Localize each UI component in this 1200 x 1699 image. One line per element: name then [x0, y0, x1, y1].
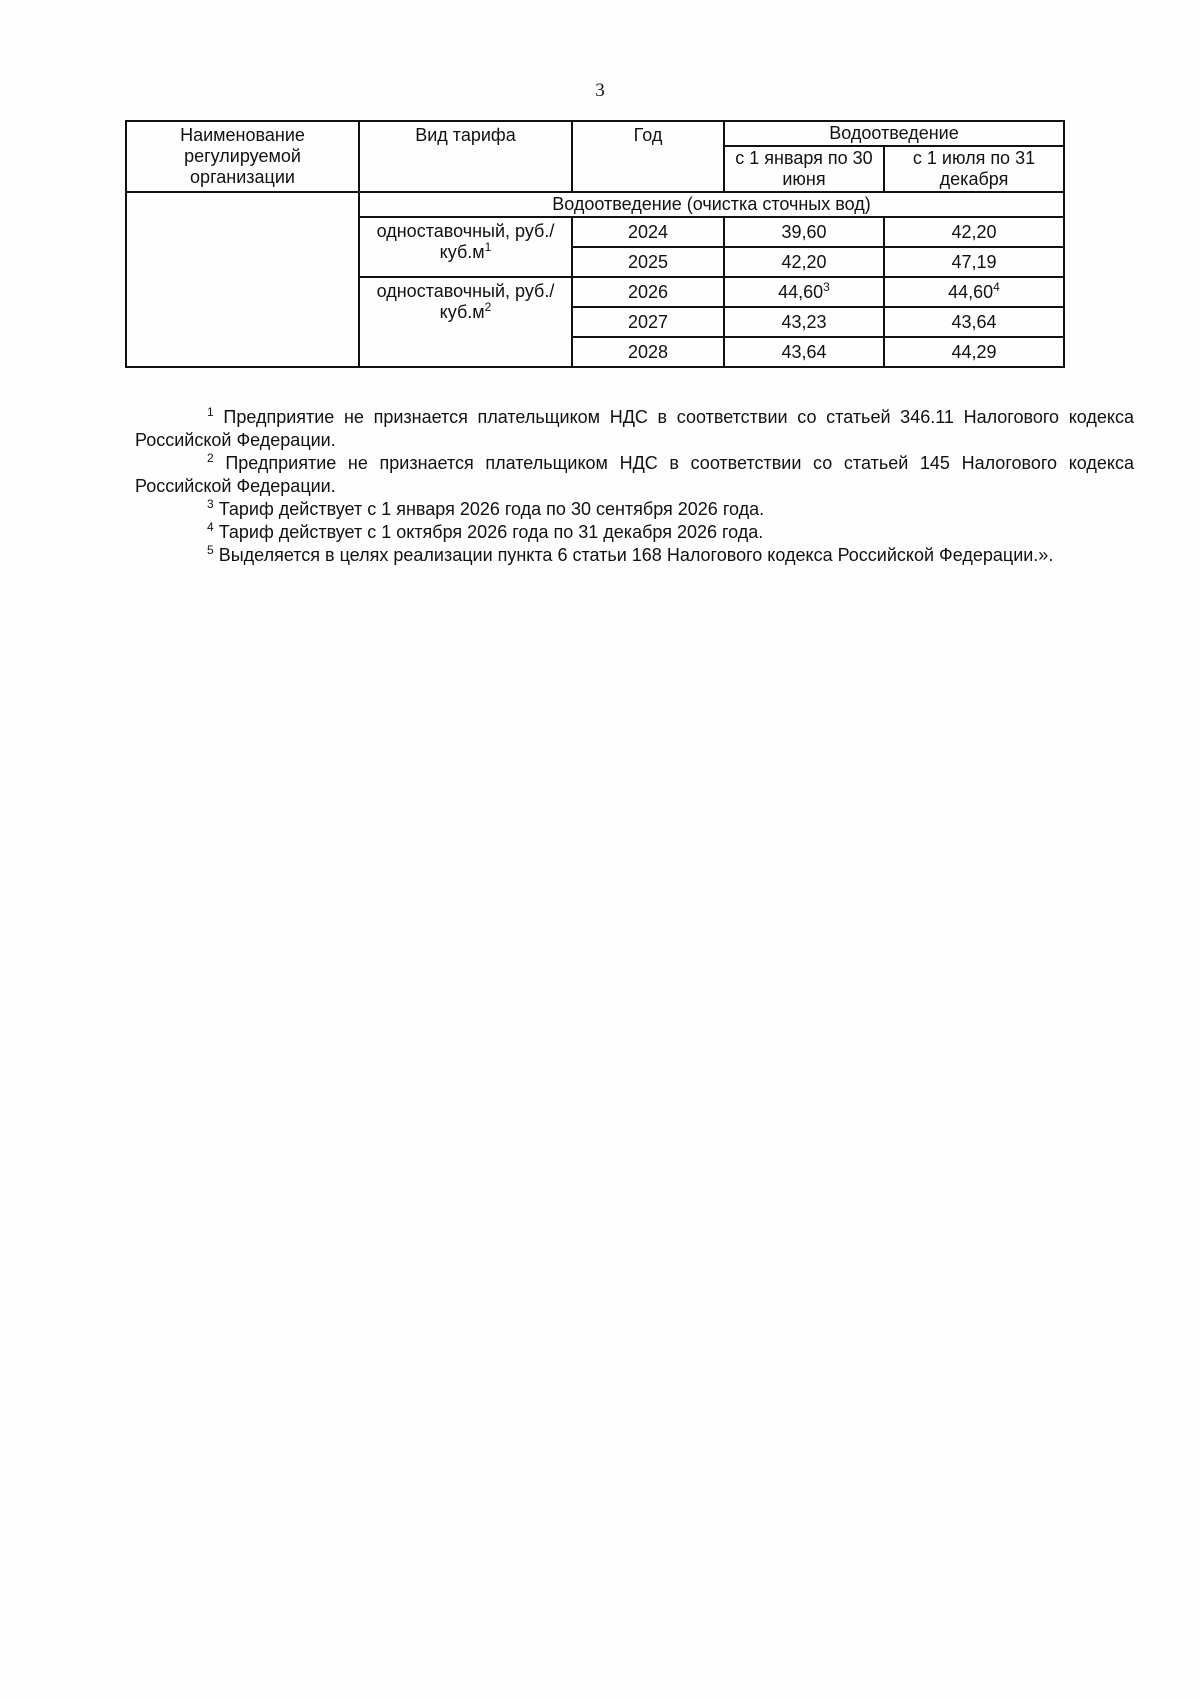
period1-value: 42,20	[724, 247, 884, 277]
footnote-mark: 4	[207, 520, 214, 534]
header-service: Водоотведение	[724, 121, 1064, 146]
footnote	[135, 498, 1134, 521]
tariff-type-cell	[359, 217, 572, 277]
year-cell: 2026	[572, 277, 724, 307]
footnote-mark: 1	[207, 405, 214, 419]
period2-value: 44,29	[884, 337, 1064, 367]
footnote-text: Предприятие не признается плательщиком НДС в соответствии со статьей 346.11 Налогового кодекса Российской Федерации.	[135, 407, 1134, 450]
period1-value: 39,60	[724, 217, 884, 247]
period1-value: 43,23	[724, 307, 884, 337]
footnote	[135, 544, 1134, 567]
footnote-mark: 5	[207, 543, 214, 557]
header-period-2: с 1 июля по 31 декабря	[884, 146, 1064, 192]
footnote-mark: 2	[207, 451, 214, 465]
section-title: Водоотведение (очистка сточных вод)	[359, 192, 1064, 217]
period1-value: 44,60$^3$	[724, 277, 884, 307]
footnote-mark: 3	[207, 497, 214, 511]
header-tariff-type: Вид тарифа	[359, 121, 572, 192]
footnote-ref: 1	[484, 240, 492, 254]
year-cell: 2028	[572, 337, 724, 367]
period2-value: 44,60$^4$	[884, 277, 1064, 307]
tariff-table	[125, 120, 1065, 368]
footnote-text: Тариф действует с 1 января 2026 года по 30 сентября 2026 года.	[218, 499, 765, 519]
footnote-text: Предприятие не признается плательщиком НДС в соответствии со статьей 145 Налогового кодекса Российской Федерации.	[135, 453, 1134, 496]
year-cell: 2025	[572, 247, 724, 277]
footnote-ref: 2	[484, 300, 492, 314]
tariff-type-cell	[359, 277, 572, 367]
footnote-text: Выделяется в целях реализации пункта 6 статьи 168 Налогового кодекса Российской Федерации.».	[218, 545, 1054, 565]
footnote	[135, 521, 1134, 544]
footnotes	[135, 406, 1134, 567]
period1-value: 43,64	[724, 337, 884, 367]
period2-value: 42,20	[884, 217, 1064, 247]
tariff-type-label: одноставочный, руб./куб.м	[376, 281, 555, 322]
header-year: Год	[572, 121, 724, 192]
year-cell: 2027	[572, 307, 724, 337]
period2-value: 47,19	[884, 247, 1064, 277]
period2-value: 43,64	[884, 307, 1064, 337]
footnote	[135, 406, 1134, 452]
page-number: 3	[595, 80, 605, 101]
tariff-type-label: одноставочный, руб./куб.м	[376, 221, 555, 262]
header-period-1: с 1 января по 30 июня	[724, 146, 884, 192]
year-cell: 2024	[572, 217, 724, 247]
footnote	[135, 452, 1134, 498]
organization-cell	[126, 192, 359, 367]
footnote-text: Тариф действует с 1 октября 2026 года по 31 декабря 2026 года.	[218, 522, 764, 542]
header-organization: Наименование регулируемой организации	[126, 121, 359, 192]
